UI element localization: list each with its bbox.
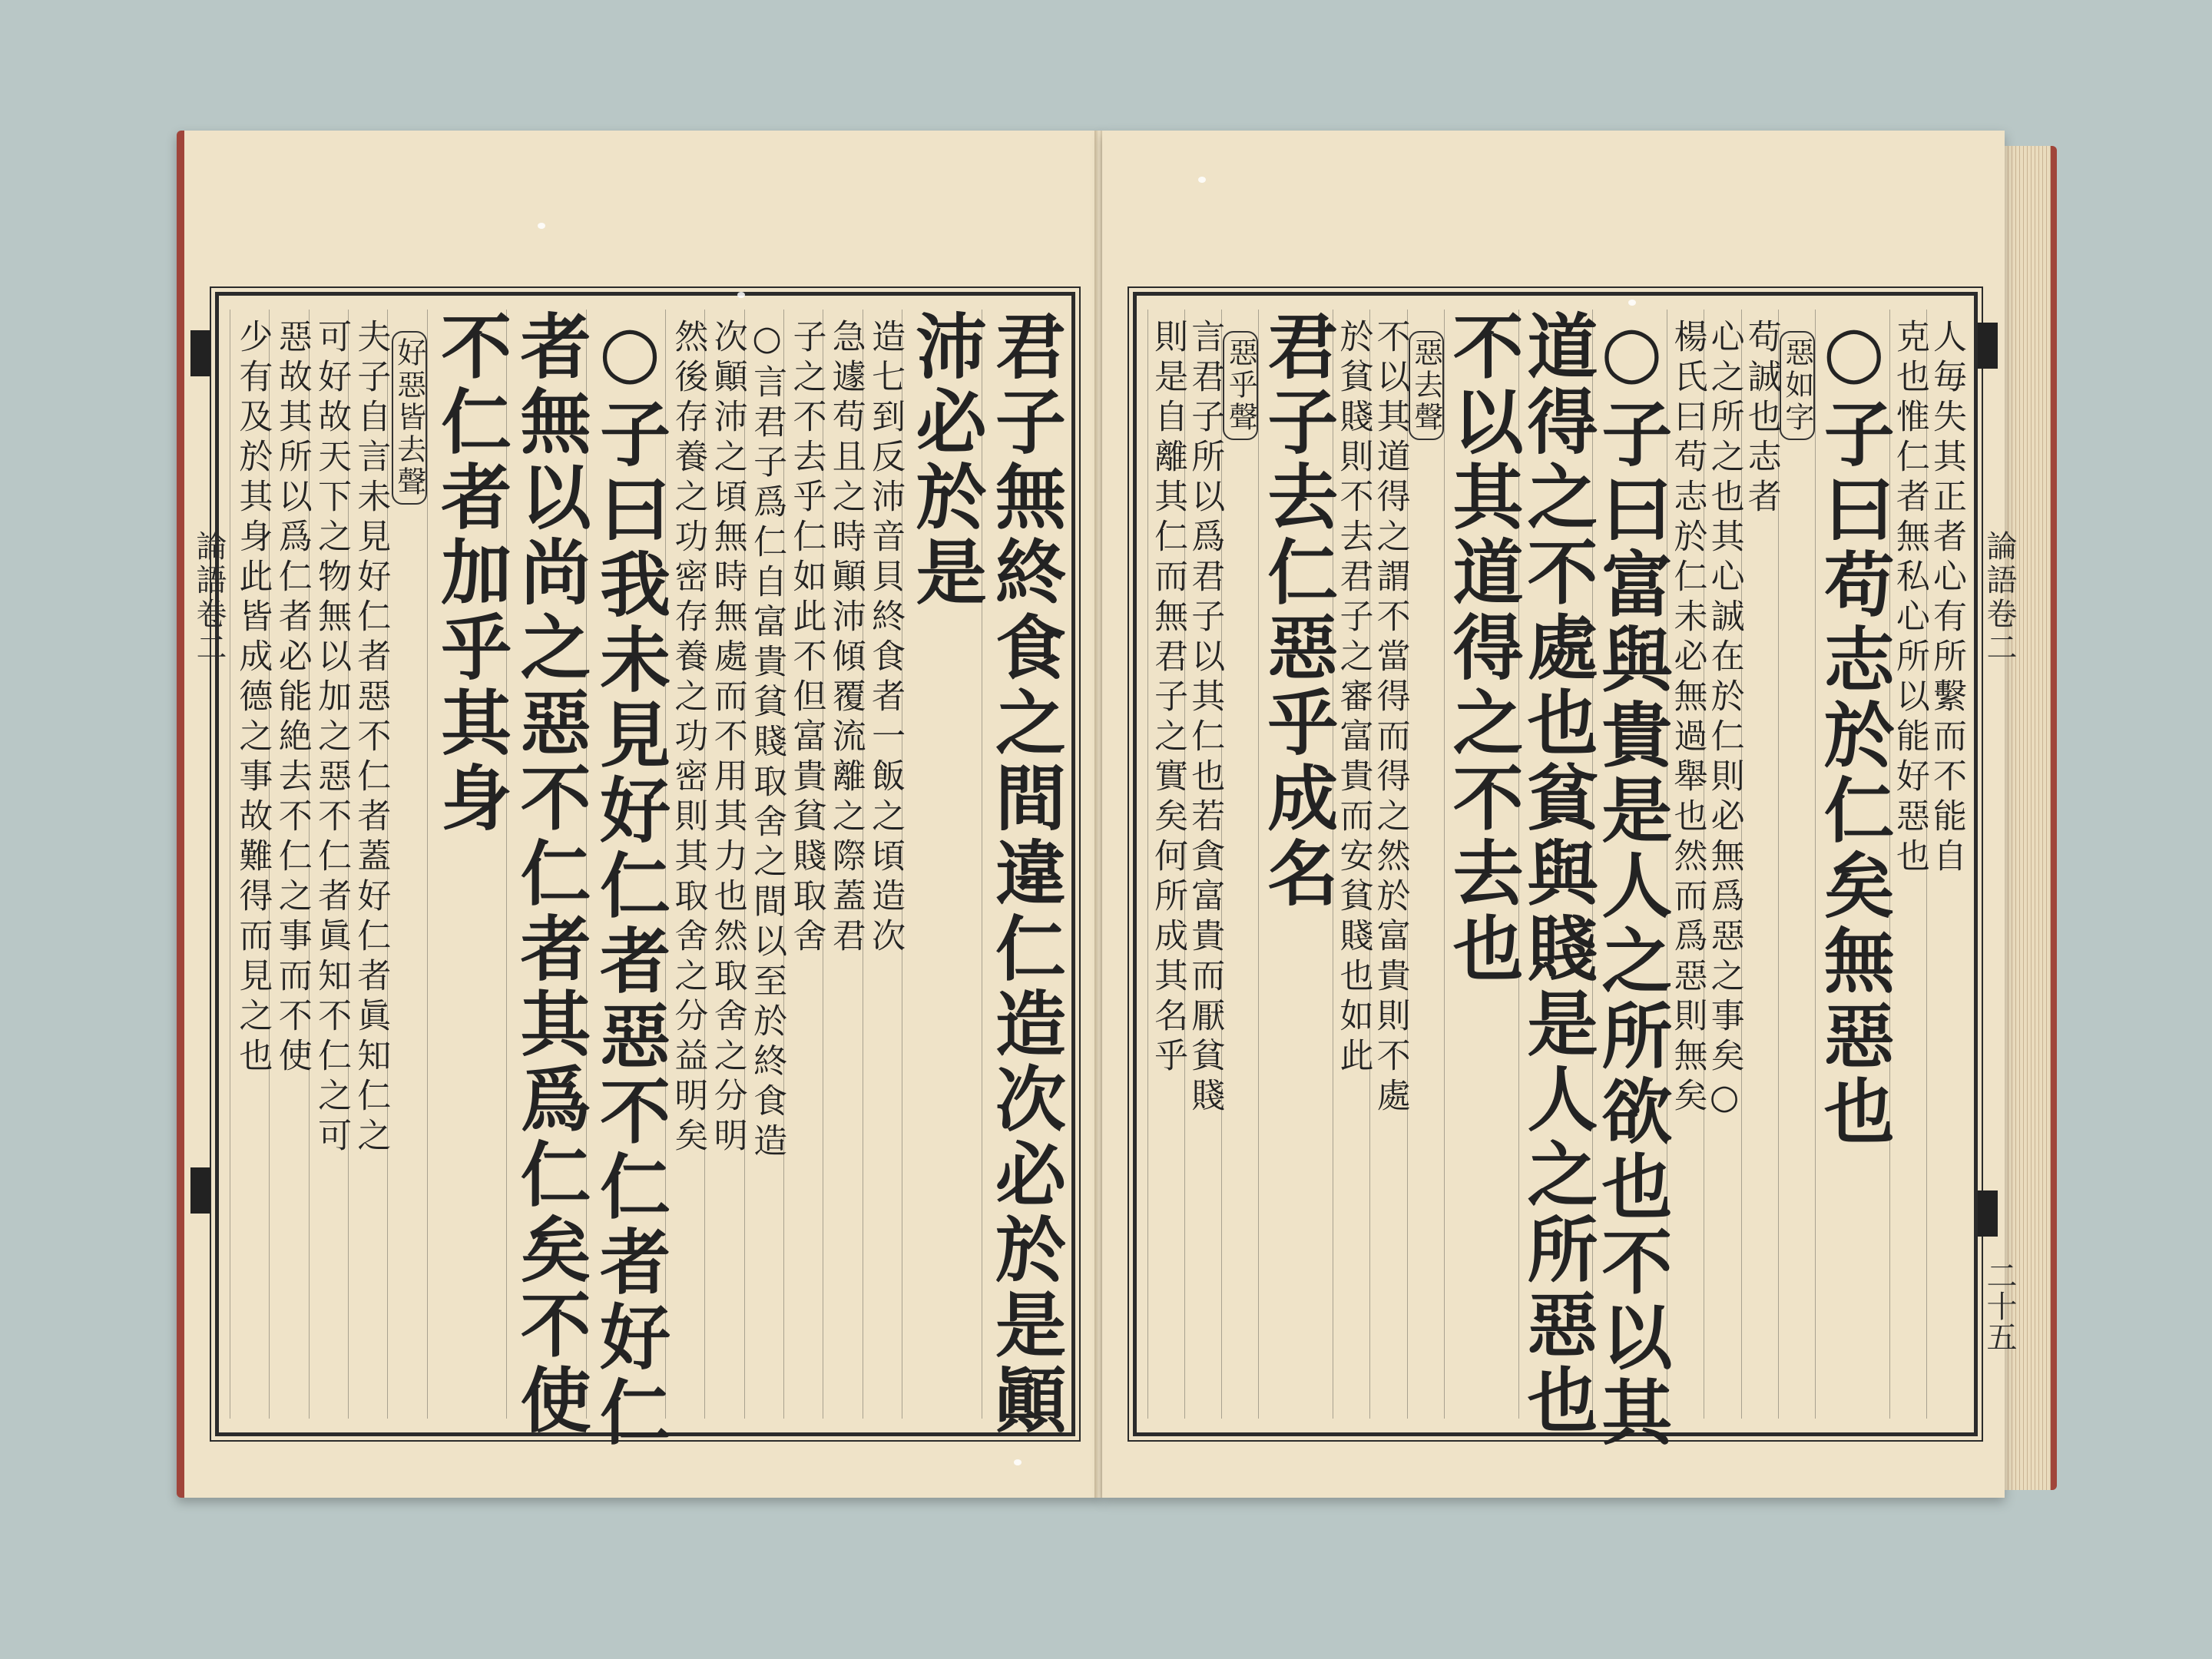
commentary-column	[1407, 310, 1444, 1419]
column-text: 君子無終食之間違仁造次必於是顚	[984, 310, 1067, 1439]
column-text: ○子曰富與貴是人之所欲也不以其	[1590, 310, 1674, 1451]
column-text: 次顚沛之頃無時無處而不用其力也然取舍之分明	[707, 319, 747, 1157]
column-text: 沛必於是	[904, 310, 988, 611]
commentary-column	[1778, 310, 1815, 1419]
commentary-column	[309, 310, 352, 1419]
commentary-column	[783, 310, 826, 1419]
pronunciation-note: 惡如字	[1780, 331, 1815, 440]
pronunciation-note: 惡乎聲	[1223, 331, 1258, 440]
column-text: 不以其道得之謂不當得而得之然於富貴則不處	[1370, 319, 1410, 1118]
column-text: 則是自離其仁而無君子之實矣何所成其名乎	[1148, 319, 1188, 1078]
commentary-column	[863, 310, 906, 1419]
right-side-label: 論語卷二	[1982, 530, 2017, 665]
ink-tab-mark	[1978, 323, 1998, 369]
commentary-column	[704, 310, 747, 1419]
column-text: 人毎失其正者心有所繫而不能自	[1927, 319, 1966, 878]
commentary-column	[1184, 310, 1225, 1419]
commentary-column	[348, 310, 391, 1419]
commentary-column	[387, 310, 426, 1419]
main-text-column	[982, 310, 1067, 1439]
column-text: 可好故天下之物無以加之惡不仁者眞知不仁之可	[312, 319, 352, 1157]
main-text-column	[1441, 310, 1525, 1419]
right-text-frame	[1133, 292, 1978, 1451]
commentary-column	[744, 310, 787, 1419]
main-text-column	[586, 310, 672, 1451]
left-columns	[230, 310, 1067, 1451]
commentary-column	[1926, 310, 1966, 1419]
commentary-column	[1221, 310, 1258, 1419]
column-text: ○子曰我未見好仁者惡不仁者好仁	[588, 310, 672, 1451]
folio-number: 二十五	[1982, 1260, 2017, 1352]
wormhole-speck	[1198, 177, 1206, 183]
column-text: 君子去仁惡乎成名	[1256, 310, 1339, 912]
wormhole-speck	[1014, 1459, 1022, 1465]
column-text: 心之所之也其心誠在於仁則必無爲惡之事矣○	[1704, 319, 1744, 1123]
right-page	[1102, 131, 2017, 1498]
column-text: 苟誠也志者	[1741, 319, 1781, 518]
main-text-column	[427, 310, 513, 1419]
column-text: ○子曰苟志於仁矣無惡也	[1812, 310, 1896, 1150]
column-text: 子之不去乎仁如此不但富貴貧賤取舍	[786, 319, 826, 958]
column-text: 急遽苟且之時顚沛傾覆流離之際蓋君	[826, 319, 866, 958]
commentary-column	[1369, 310, 1410, 1419]
ink-tab-mark	[190, 330, 210, 376]
column-text: ○言君子爲仁自富貴貧賤取舍之間以至於終食造	[747, 319, 787, 1163]
commentary-column	[269, 310, 312, 1419]
column-text: 夫子自言未見好仁者惡不仁者蓋好仁者眞知仁之	[351, 319, 391, 1157]
commentary-column	[823, 310, 866, 1419]
wormhole-speck	[737, 292, 745, 298]
column-text: 惡故其所以爲仁者必能絶去不仁之事而不使	[272, 319, 312, 1078]
pronunciation-note: 好惡皆去聲	[392, 331, 427, 505]
wormhole-speck	[538, 223, 545, 229]
column-text: 楊氏曰苟志於仁未必無過舉也然而爲惡則無矣	[1667, 319, 1707, 1118]
commentary-column	[1147, 310, 1188, 1419]
column-text: 然後存養之功密存養之功密則其取舍之分益明矣	[668, 319, 708, 1157]
commentary-column	[1889, 310, 1929, 1419]
commentary-column	[665, 310, 708, 1419]
main-text-column	[1256, 310, 1339, 1419]
column-text: 道得之不處也貧與賤是人之所惡也	[1515, 310, 1599, 1439]
main-text-column	[1515, 310, 1599, 1439]
column-text: 不以其道得之不去也	[1441, 310, 1525, 987]
commentary-column	[1667, 310, 1707, 1419]
column-text: 克也惟仁者無私心所以能好惡也	[1889, 319, 1929, 878]
left-side-label: 論語卷二	[191, 530, 227, 665]
pronunciation-note: 惡去聲	[1409, 331, 1444, 440]
column-text: 少有及於其身此皆成德之事故難得而見之也	[233, 319, 273, 1078]
column-text: 於貧賤則不去君子之審富貴而安貧賤也如此	[1333, 319, 1373, 1078]
commentary-column	[1333, 310, 1373, 1419]
commentary-column	[1741, 310, 1781, 1419]
commentary-column	[1704, 310, 1744, 1419]
column-text: 言君子所以爲君子以其仁也若貪富貴而厭貧賤	[1185, 319, 1225, 1118]
main-text-column	[506, 310, 592, 1439]
main-text-column	[1590, 310, 1674, 1451]
main-text-column	[902, 310, 988, 1419]
column-text: 不仁者加乎其身	[429, 310, 513, 836]
wormhole-speck	[1628, 300, 1636, 306]
left-text-frame	[215, 292, 1075, 1451]
right-columns	[1147, 310, 1966, 1451]
ink-tab-mark	[190, 1167, 210, 1214]
main-text-column	[1812, 310, 1896, 1419]
column-text: 者無以尚之惡不仁者其爲仁矣不使	[508, 310, 592, 1439]
ink-tab-mark	[1978, 1190, 1998, 1237]
commentary-column	[230, 310, 273, 1419]
open-book	[177, 131, 2058, 1505]
column-text: 造七到反沛音貝終食者一飯之頃造次	[866, 319, 906, 958]
left-page	[177, 131, 1102, 1498]
